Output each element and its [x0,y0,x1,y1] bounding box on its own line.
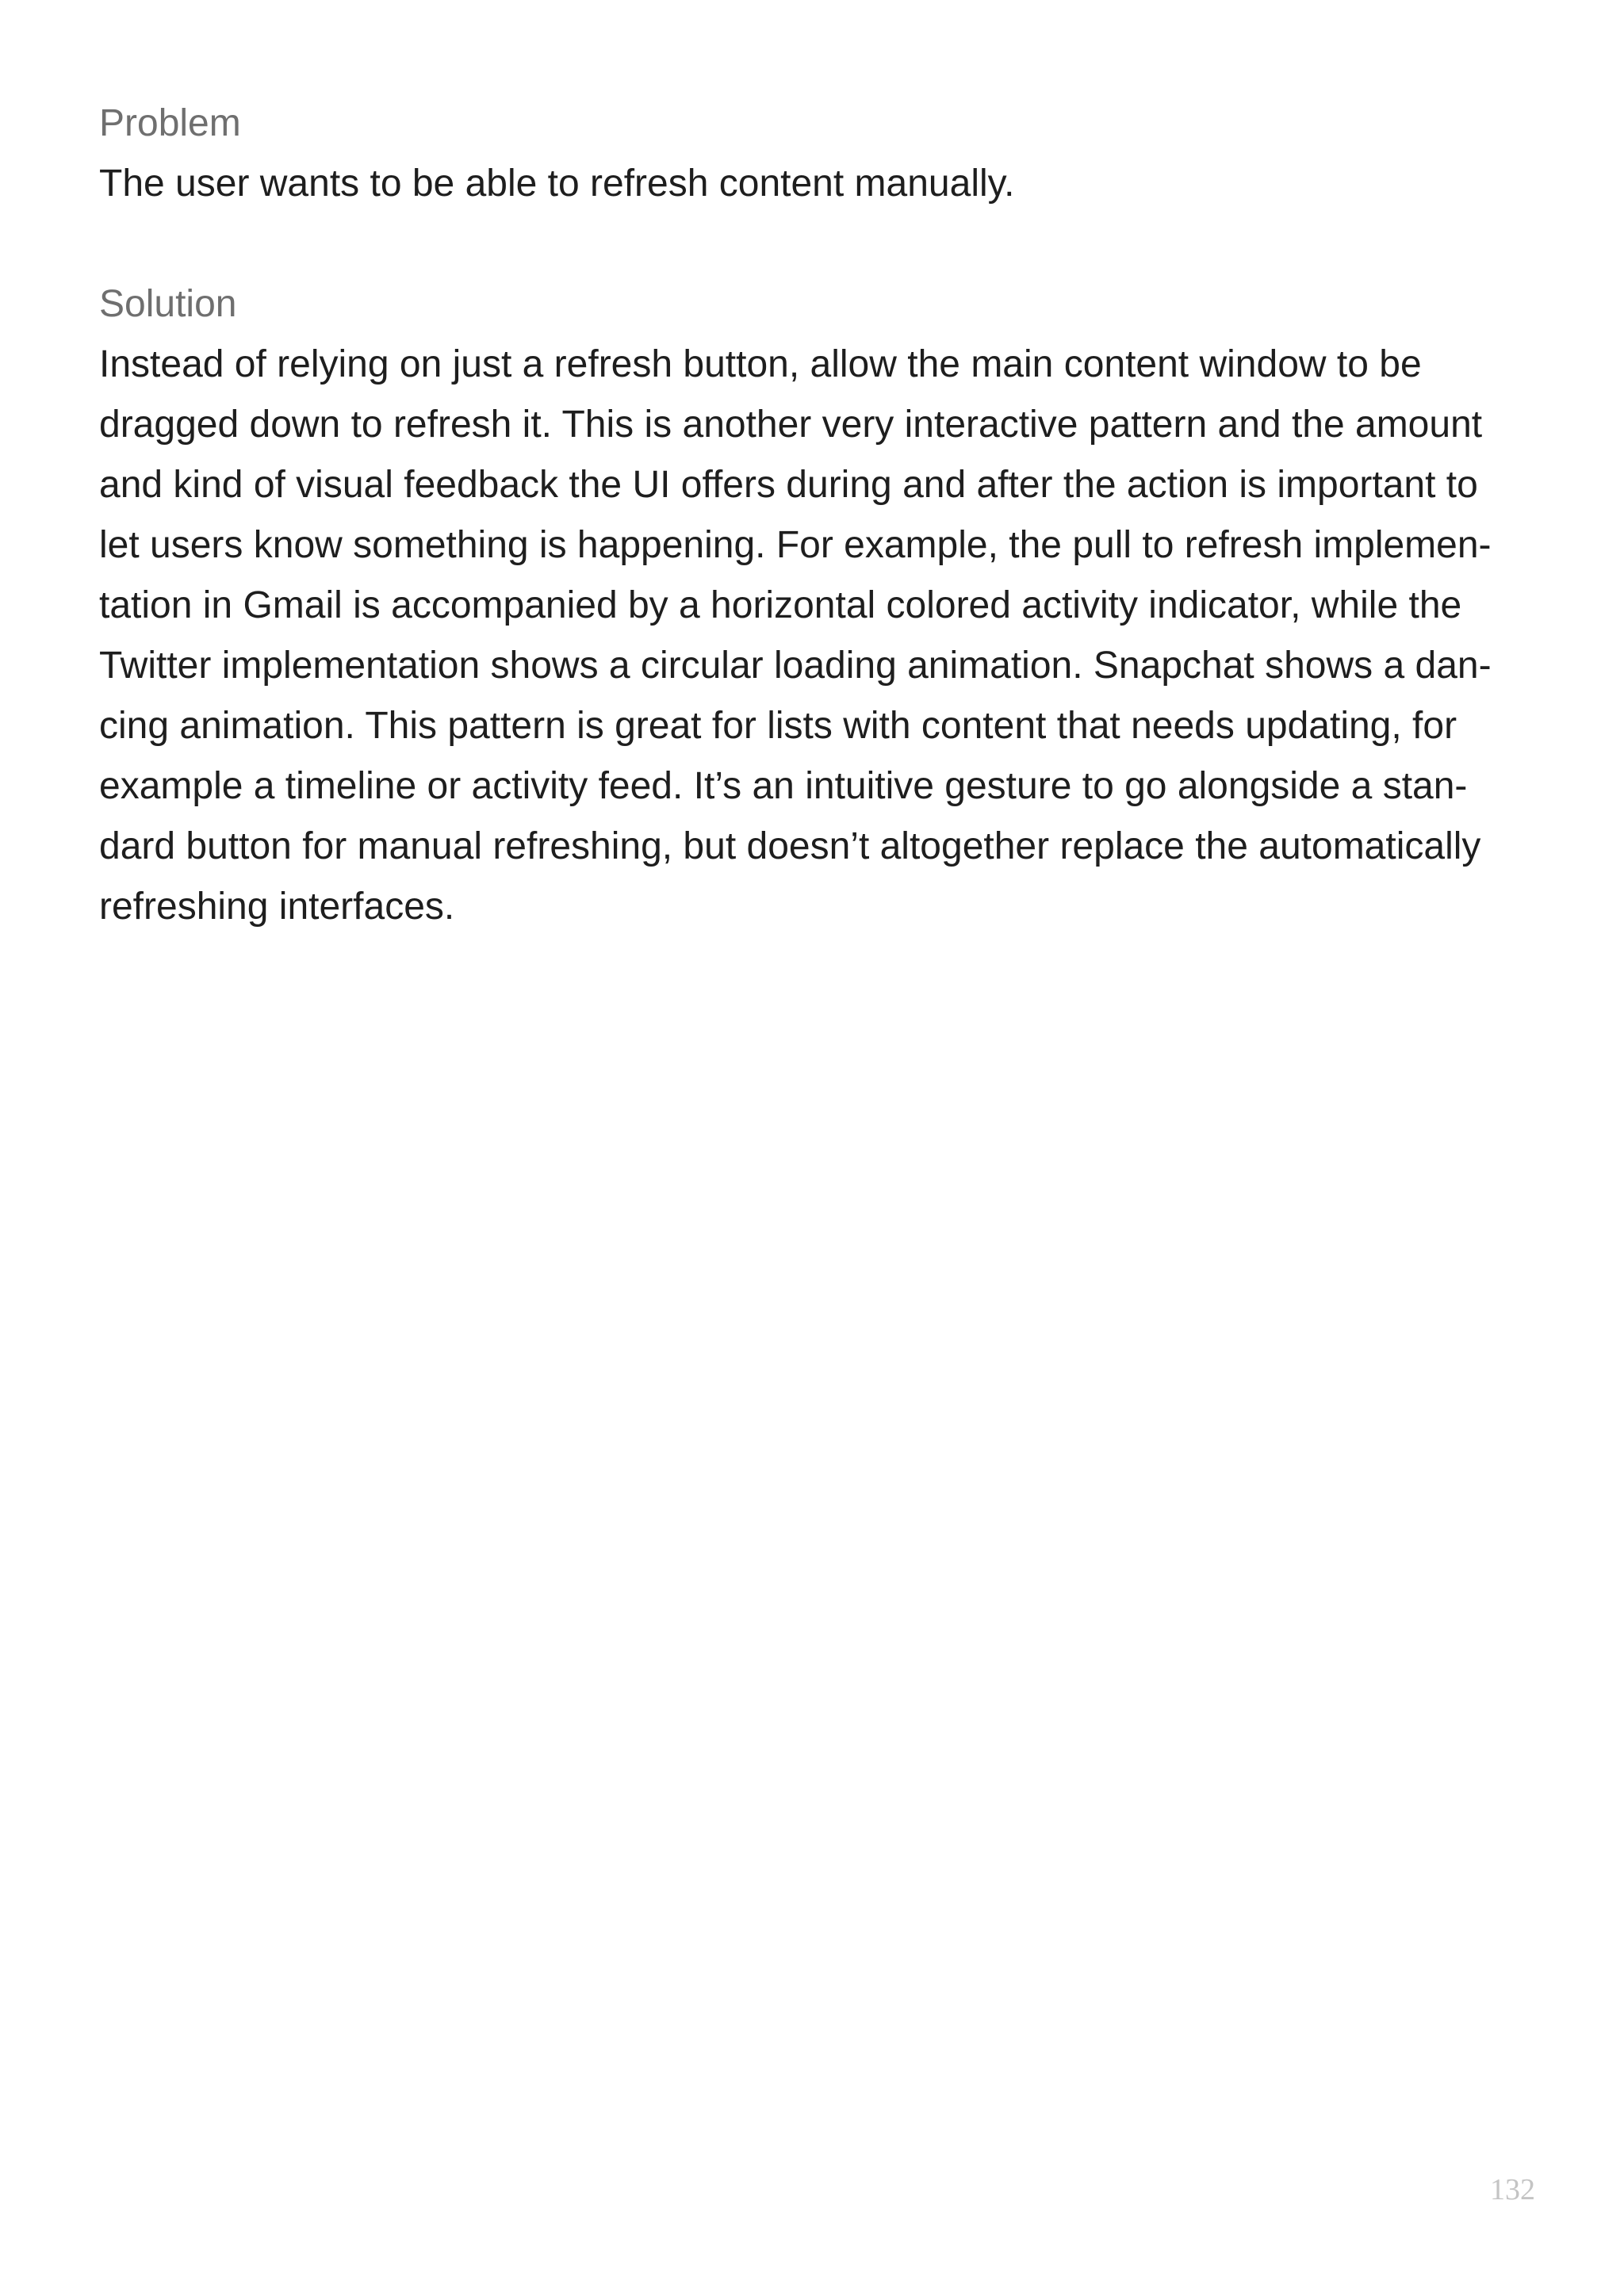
problem-text-line: The user wants to be able to refresh content manually. [99,163,1015,205]
problem-section [99,94,1534,214]
solution-text-line: example a timeline or activity feed. It’s an intuitive gesture to go alongside a stan- [99,765,1468,807]
solution-text-line: tation in Gmail is accompanied by a horizontal colored activity indicator, while the [99,584,1462,626]
solution-text-line: refreshing interfaces. [99,886,455,928]
section-spacer [99,214,1534,274]
solution-heading: Solution [99,283,237,325]
solution-section [99,274,1534,937]
solution-text-line: cing animation. This pattern is great for lists with content that needs updating, for [99,705,1457,747]
solution-text-line: dragged down to refresh it. This is another very interactive pattern and the amount [99,404,1483,446]
solution-text-line: and kind of visual feedback the UI offers during and after the action is important to [99,464,1478,506]
problem-heading: Problem [99,102,241,144]
solution-text-line: dard button for manual refreshing, but doesn’t altogether replace the automatically [99,825,1481,867]
solution-text-line: let users know something is happening. For example, the pull to refresh implemen- [99,524,1492,566]
page-content [99,94,1534,937]
page-number: 132 [1490,2173,1535,2206]
solution-text-line: Instead of relying on just a refresh button, allow the main content window to be [99,343,1422,385]
solution-text-line: Twitter implementation shows a circular loading animation. Snapchat shows a dan- [99,645,1492,687]
